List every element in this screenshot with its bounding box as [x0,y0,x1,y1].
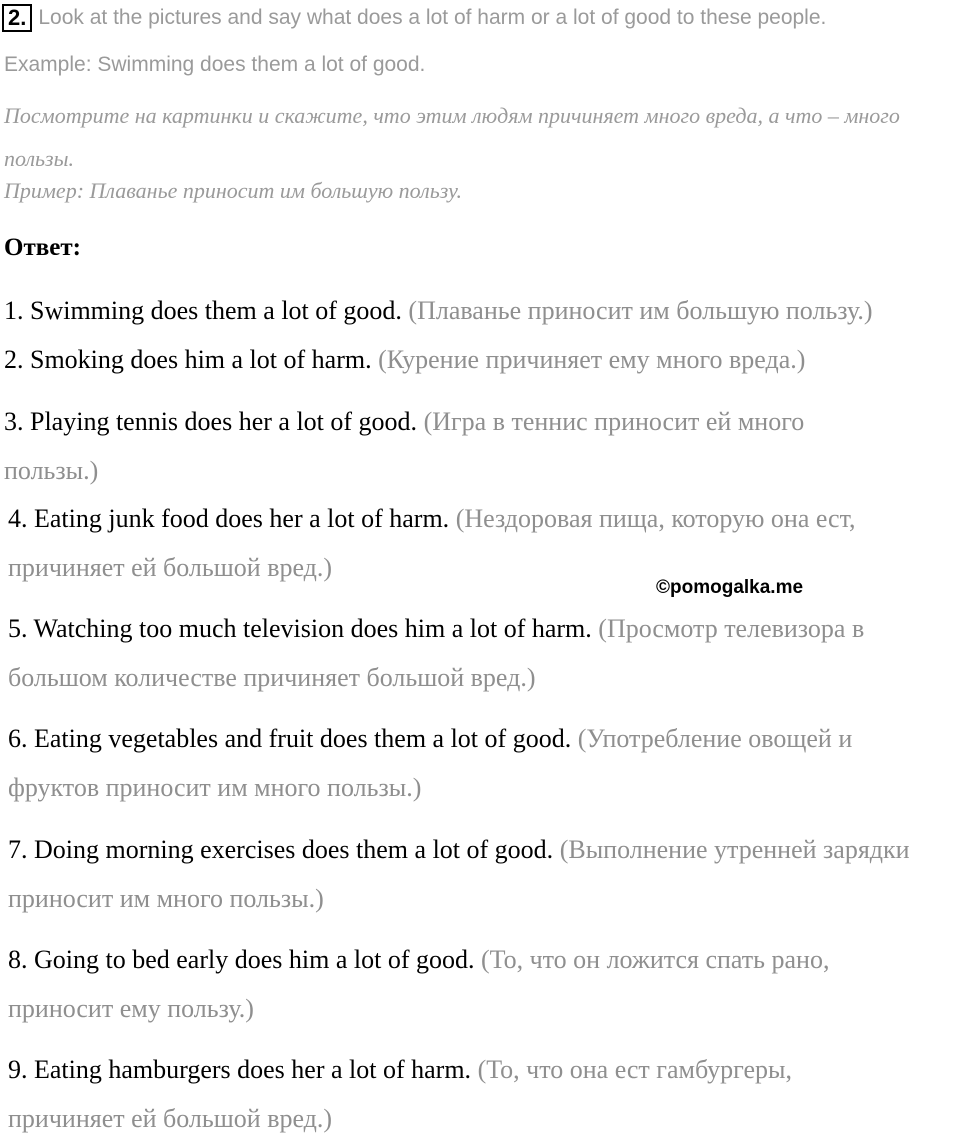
answer-ru: (Игра в теннис приносит ей много пользы.) [4,407,805,485]
task-header [2,4,957,32]
answer-item-6 [8,714,948,812]
task-number: 2. [2,4,32,32]
watermark: ©pomogalka.me [656,577,804,598]
answer-en: 6. Eating vegetables and fruit does them a lot of good. [8,724,572,753]
answer-ru: (Нездоровая пища, которую она ест, причиняет ей большой вред.) [8,504,856,582]
task-example-ru: Пример: Плаванье приносит им большую пользу. [4,178,463,203]
task-example-en: Example: Swimming does them a lot of good. [4,53,426,76]
answer-item-2 [4,335,944,384]
answer-item-3 [4,397,904,495]
answer-ru: (Употребление овощей и фруктов приносит им много пользы.) [8,724,853,802]
answer-en: 1. Swimming does them a lot of good. [4,296,402,325]
answer-ru: (То, что она ест гамбургеры, причиняет ей большой вред.) [8,1055,793,1133]
answer-item-5 [8,604,958,702]
answer-label: Ответ: [4,234,81,261]
answer-en: 5. Watching too much television does him a lot of harm. [8,614,592,643]
task-instruction-en: Look at the pictures and say what does a lot of harm or a lot of good to these people. [38,6,827,29]
answer-en: 4. Eating junk food does her a lot of harm. [8,504,450,533]
answer-ru: (То, что он ложится спать рано, приносит ему пользу.) [8,945,830,1023]
answer-item-7 [8,825,918,923]
answer-ru: (Просмотр телевизора в большом количестве причиняет большой вред.) [8,614,865,692]
answer-ru: (Курение причиняет ему много вреда.) [378,345,806,374]
answer-ru: (Плаванье приносит им большую пользу.) [408,296,873,325]
answer-item-9 [8,1045,908,1143]
answer-item-8 [8,935,928,1033]
answer-ru: (Выполнение утренней зарядки приносит им много пользы.) [8,835,910,913]
answer-en: 9. Eating hamburgers does her a lot of harm. [8,1055,472,1084]
answer-en: 8. Going to bed early does him a lot of good. [8,945,475,974]
answer-item-4 [8,494,948,592]
task-instruction-ru: Посмотрите на картинки и скажите, что этим людям причиняет много вреда, а что – много пользы. [4,103,900,171]
answer-en: 3. Playing tennis does her a lot of good. [4,407,418,436]
answer-item-1 [4,286,960,335]
answer-en: 7. Doing morning exercises does them a lot of good. [8,835,554,864]
answer-en: 2. Smoking does him a lot of harm. [4,345,372,374]
